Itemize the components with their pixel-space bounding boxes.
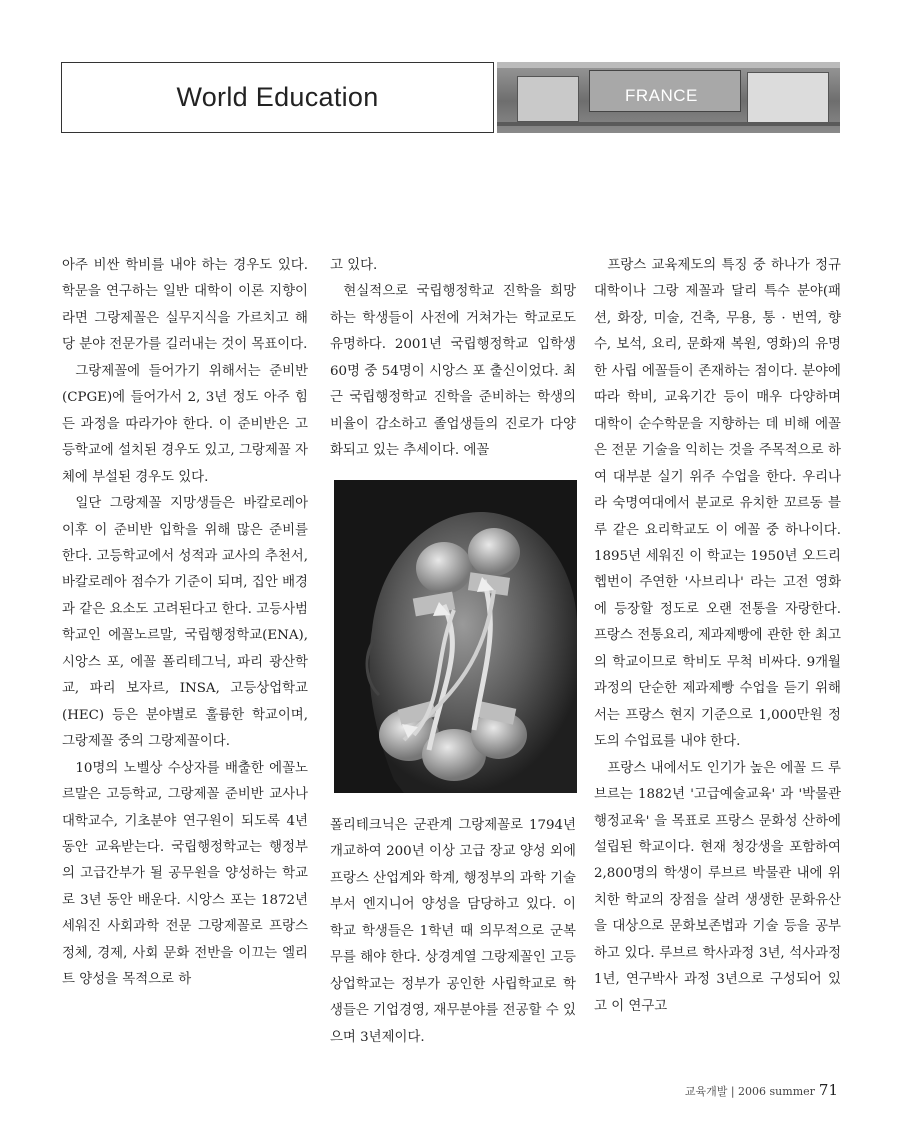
section-title: World Education (176, 82, 379, 112)
text-column-1 (62, 253, 308, 994)
paragraph: 10명의 노벨상 수상자를 배출한 에꼴노르말은 고등학교, 그랑제꼴 준비반 교사나 대학교수, 기초분야 연구원이 되도록 4년 동안 교육받는다. 국립행정학교는 행정부의 고급간부가 될 공무원을 양성하는 학교로 3년 동안 배운다. 시앙스 포는 1872년 세워진 사회과학 전문 그랑제꼴로 프랑스 정체, 경제, 사회 문화 전반을 이끄는 엘리트 양성을 목적으로 하 (62, 760, 308, 988)
head-illustration (334, 480, 577, 793)
paragraph: 프랑스 내에서도 인기가 높은 에꼴 드 루브르는 1882년 '고급예술교육' 과 '박물관 행정교육' 을 목표로 프랑스 문화성 산하에 설립된 학교이다. 현재 청강생을 포함하여 2,800명의 학생이 루브르 박물관 내에 위치한 학교의 장점을 살려 생생한 문화유산을 대상으로 문화보존법과 기술 등을 공부하고 있다. 루브르 학사과정 3년, 석사과정 1년, 연구박사 과정 3년으로 구성되어 있고 이 연구고 (594, 760, 841, 1014)
page-number: 71 (818, 1081, 838, 1099)
header-photo (497, 62, 840, 133)
head-illustration-svg (334, 480, 577, 793)
header-title-box (61, 62, 494, 133)
paragraph: 고 있다. (330, 258, 378, 273)
text-column-2-bottom (330, 813, 576, 1051)
paragraph: 일단 그랑제꼴 지망생들은 바칼로레아 이후 이 준비반 입학을 위해 많은 준비를 한다. 고등학교에서 성적과 교사의 추천서, 바칼로레아 점수가 기준이 되며, 집안 배경과 같은 요소도 고려된다고 한다. 고등사범학교인 에꼴노르말, 국립행정학교(ENA), 시앙스 포, 에꼴 폴리테그닉, 파리 광산학교, 파리 보자르, INSA, 고등상업학교(HEC) 등은 분야별로 훌륭한 학교이며, 그랑제꼴 중의 그랑제꼴이다. (62, 496, 308, 750)
paragraph: 아주 비싼 학비를 내야 하는 경우도 있다. 학문을 연구하는 일반 대학이 이론 지향이라면 그랑제꼴은 실무지식을 가르치고 해당 분야 전문가를 길러내는 것이 목표이다. (62, 258, 308, 353)
page-footer (685, 1081, 838, 1099)
paragraph: 프랑스 교육제도의 특징 중 하나가 정규 대학이나 그랑 제꼴과 달리 특수 분야(패션, 화장, 미술, 건축, 무용, 통 · 번역, 향수, 보석, 요리, 문화재 복원, 영화)의 유명한 사립 에꼴들이 존재하는 점이다. 분야에 따라 학비, 교육기간 등이 매우 다양하며 대학이 순수학문을 지향하는 데 비해 에꼴은 전문 기술을 익히는 것을 주목적으로 하여 대부분 실기 위주 수업을 한다. 우리나라 숙명여대에서 분교로 유치한 꼬르동 블루 같은 요리학교도 이 에꼴 중 하나이다. 1895년 세워진 이 학교는 1950년 오드리 헵번이 주연한 '사브리나' 라는 고전 영화에 등장할 정도로 오랜 전통을 자랑한다. 프랑스 전통요리, 제과제빵에 관한 한 최고의 학교이므로 학비도 무척 비싸다. 9개월 과정의 단순한 제과제빵 수업을 듣기 위해서는 프랑스 현지 기준으로 1,000만원 정도의 수업료를 내야 한다. (594, 258, 841, 750)
paragraph: 현실적으로 국립행정학교 진학을 희망하는 학생들이 사전에 거쳐가는 학교로도 유명하다. 2001년 국립행정학교 입학생 60명 중 54명이 시앙스 포 출신이었다. 최근 국립행정학교 진학을 준비하는 학생의 비율이 감소하고 졸업생들의 진로가 다양화되고 있는 추세이다. 에꼴 (330, 284, 576, 459)
text-column-2-top (330, 253, 576, 465)
publication-label: 교육개발 | 2006 summer (684, 1085, 815, 1098)
paragraph: 그랑제꼴에 들어가기 위해서는 준비반(CPGE)에 들어가서 2, 3년 정도 아주 힘든 과정을 따라가야 한다. 이 준비반은 고등학교에 설치된 경우도 있고, 그랑제꼴 자체에 부설된 경우도 있다. (62, 363, 308, 485)
paragraph: 폴리테크닉은 군관계 그랑제꼴로 1794년 개교하여 200년 이상 고급 장교 양성 외에 프랑스 산업계와 학계, 행정부의 과학 기술부서 엔지니어 양성을 담당하고 있다. 이 학교 학생들은 1학년 때 의무적으로 군복무를 해야 한다. 상경계열 그랑제꼴인 고등상업학교는 정부가 공인한 사립학교로 학생들은 기업경영, 재무분야를 전공할 수 있으며 3년제이다. (330, 818, 576, 1045)
text-column-3 (594, 253, 841, 1020)
country-label: FRANCE (625, 86, 698, 105)
